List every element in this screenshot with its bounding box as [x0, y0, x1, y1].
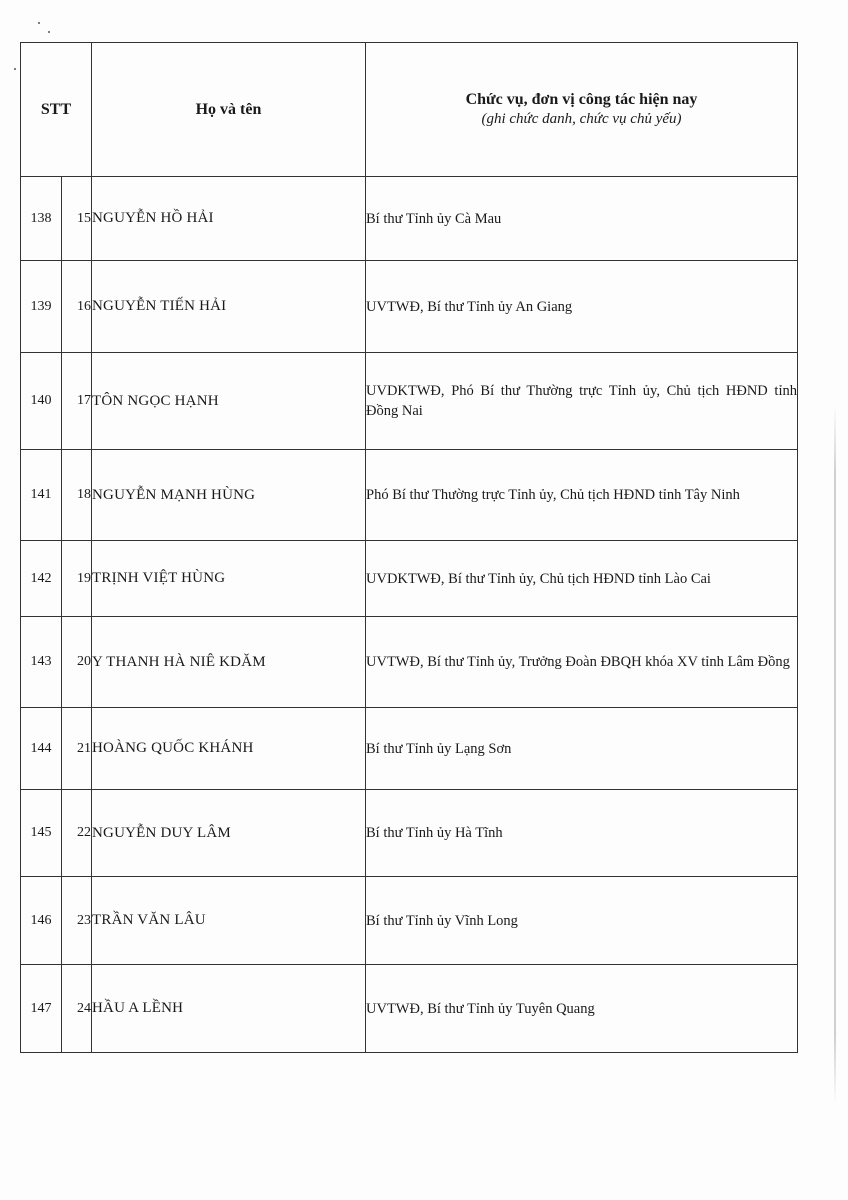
scan-speck: [38, 22, 40, 24]
row-number: 145: [21, 790, 62, 877]
row-name: NGUYỄN DUY LÂM: [92, 790, 366, 877]
row-number: 139: [21, 261, 62, 353]
row-number: 142: [21, 541, 62, 617]
row-name: NGUYỄN HỒ HẢI: [92, 177, 366, 261]
table-row: [21, 965, 798, 1053]
row-number: 141: [21, 450, 62, 541]
header-name: Họ và tên: [92, 43, 366, 177]
row-position: UVDKTWĐ, Bí thư Tỉnh ủy, Chủ tịch HĐND tỉnh Lào Cai: [366, 541, 798, 617]
row-sub-number: 22: [62, 790, 92, 877]
table-row: [21, 617, 798, 708]
row-position: UVDKTWĐ, Phó Bí thư Thường trực Tỉnh ủy, Chủ tịch HĐND tỉnh Đồng Nai: [366, 353, 798, 450]
scan-speck: [48, 31, 50, 33]
row-name: HOÀNG QUỐC KHÁNH: [92, 708, 366, 790]
row-number: 146: [21, 877, 62, 965]
row-name: TÔN NGỌC HẠNH: [92, 353, 366, 450]
row-number: 144: [21, 708, 62, 790]
row-sub-number: 21: [62, 708, 92, 790]
row-position: Bí thư Tỉnh ủy Vĩnh Long: [366, 877, 798, 965]
row-name: Y THANH HÀ NIÊ KDĂM: [92, 617, 366, 708]
row-name: TRẦN VĂN LÂU: [92, 877, 366, 965]
row-position: UVTWĐ, Bí thư Tỉnh ủy An Giang: [366, 261, 798, 353]
table-header-row: [21, 43, 798, 177]
row-sub-number: 18: [62, 450, 92, 541]
row-position: UVTWĐ, Bí thư Tỉnh ủy, Trưởng Đoàn ĐBQH khóa XV tỉnh Lâm Đồng: [366, 617, 798, 708]
table-row: [21, 177, 798, 261]
row-position: Bí thư Tỉnh ủy Lạng Sơn: [366, 708, 798, 790]
row-name: TRỊNH VIỆT HÙNG: [92, 541, 366, 617]
row-sub-number: 17: [62, 353, 92, 450]
row-name: NGUYỄN TIẾN HẢI: [92, 261, 366, 353]
row-name: NGUYỄN MẠNH HÙNG: [92, 450, 366, 541]
row-sub-number: 15: [62, 177, 92, 261]
table-row: [21, 708, 798, 790]
table-row: [21, 790, 798, 877]
row-sub-number: 19: [62, 541, 92, 617]
row-position: UVTWĐ, Bí thư Tỉnh ủy Tuyên Quang: [366, 965, 798, 1053]
table-row: [21, 450, 798, 541]
row-number: 140: [21, 353, 62, 450]
header-position-note: (ghi chức danh, chức vụ chủ yếu): [481, 111, 682, 127]
row-number: 138: [21, 177, 62, 261]
header-stt: STT: [21, 43, 92, 177]
row-position: Bí thư Tỉnh ủy Cà Mau: [366, 177, 798, 261]
row-number: 147: [21, 965, 62, 1053]
scan-edge-shadow: [834, 405, 836, 1105]
row-position: Bí thư Tỉnh ủy Hà Tĩnh: [366, 790, 798, 877]
row-name: HẦU A LỀNH: [92, 965, 366, 1053]
row-number: 143: [21, 617, 62, 708]
row-sub-number: 20: [62, 617, 92, 708]
row-position: Phó Bí thư Thường trực Tỉnh ủy, Chủ tịch HĐND tỉnh Tây Ninh: [366, 450, 798, 541]
row-sub-number: 16: [62, 261, 92, 353]
table-row: [21, 541, 798, 617]
row-sub-number: 23: [62, 877, 92, 965]
table-row: [21, 353, 798, 450]
scan-speck: [14, 68, 16, 70]
header-position-title: Chức vụ, đơn vị công tác hiện nay: [465, 91, 698, 108]
row-sub-number: 24: [62, 965, 92, 1053]
table-row: [21, 261, 798, 353]
table-row: [21, 877, 798, 965]
candidate-table: [20, 42, 798, 1053]
header-position: [366, 43, 798, 177]
